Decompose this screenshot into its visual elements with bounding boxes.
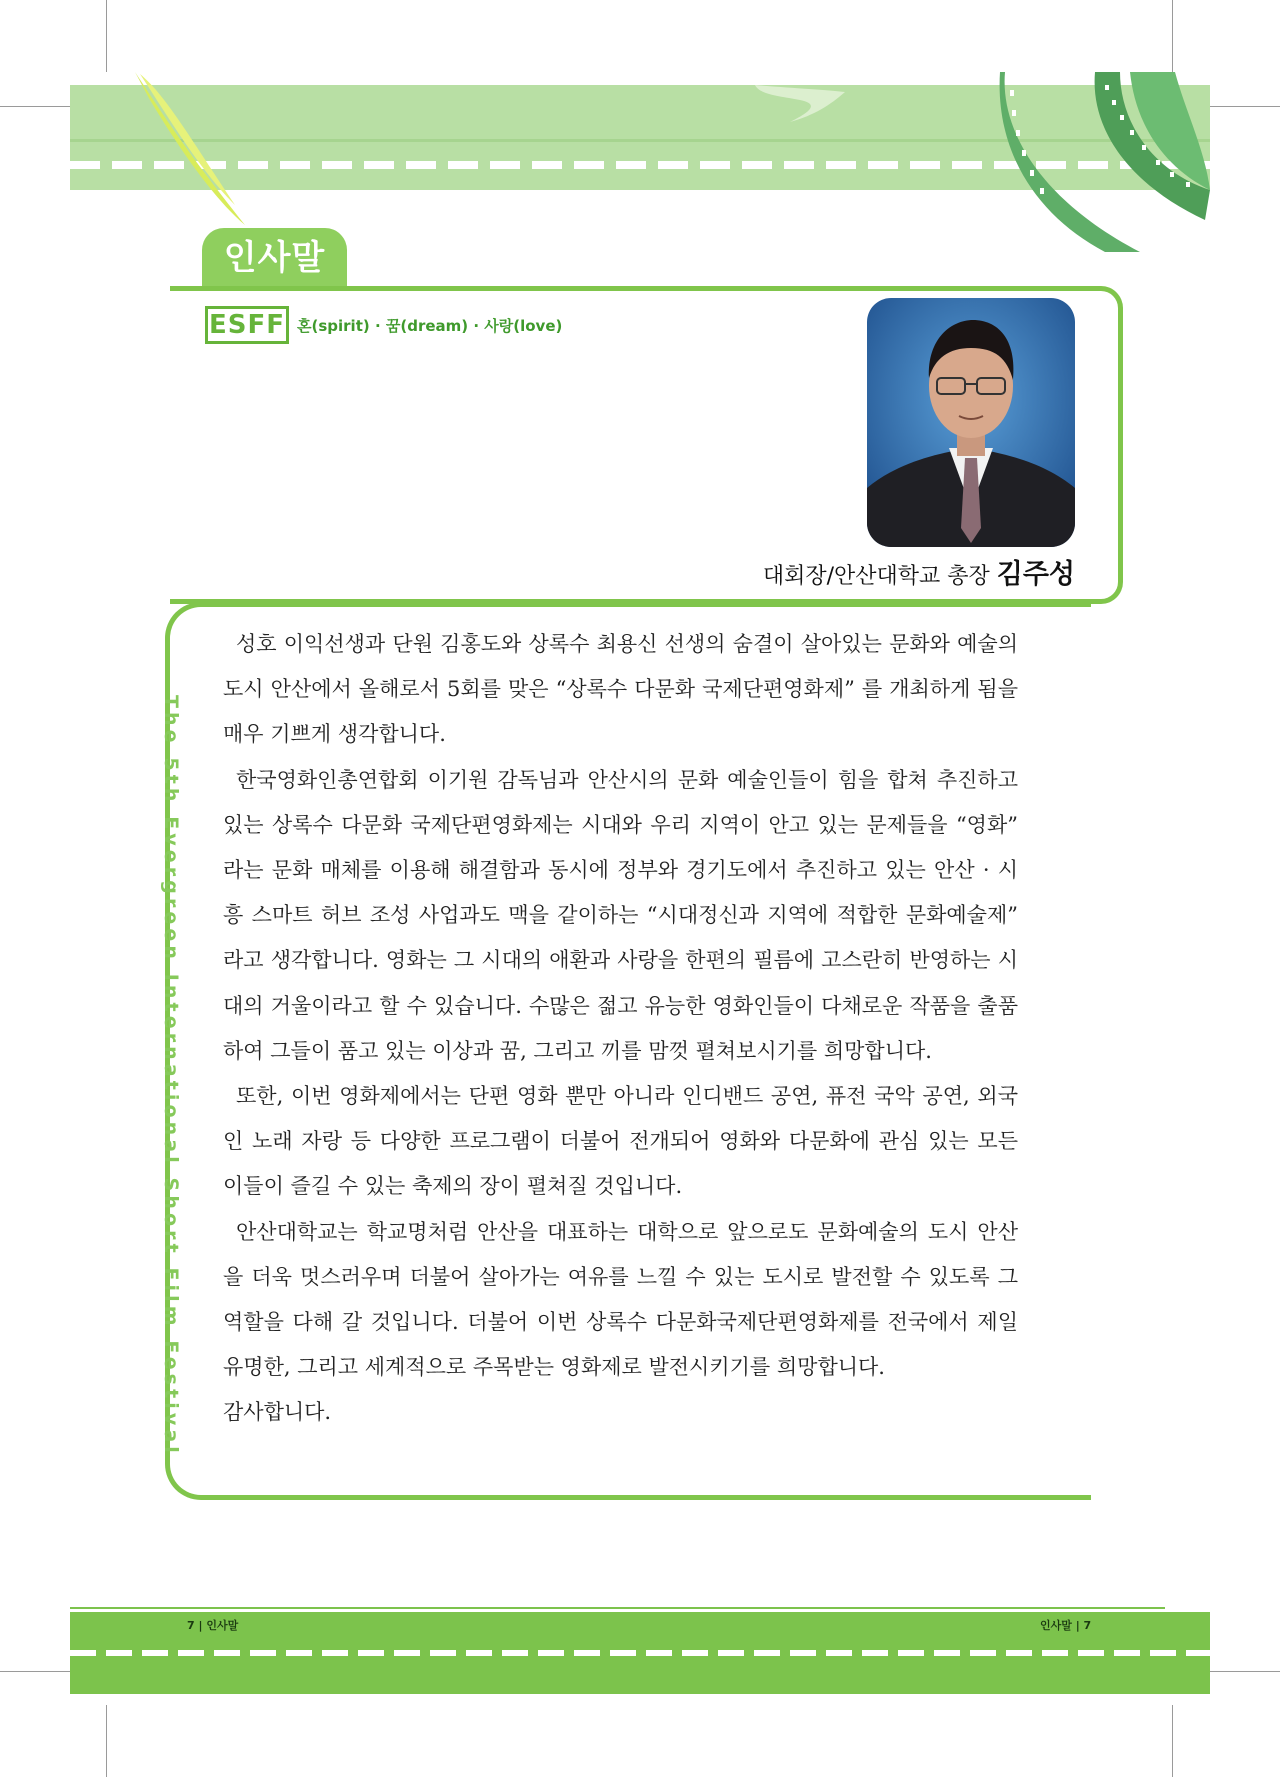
paragraph: 또한, 이번 영화제에서는 단편 영화 뿐만 아니라 인디밴드 공연, 퓨전 국악 공연, 외국인 노래 자랑 등 다양한 프로그램이 더불어 전개되어 영화와 다문화에 관심 있는 모든 이들이 즐길 수 있는 축제의 장이 펼쳐질 것입니다.: [223, 1084, 1018, 1199]
bottom-banner: [70, 1612, 1210, 1694]
greeting-body: [223, 622, 1018, 1436]
light-ribbon: [755, 85, 845, 122]
esff-logo: [205, 306, 289, 344]
side-festival-text: The 5th Evergreen International Short Film Festival: [160, 695, 182, 1457]
festival-motto: 혼(spirit) · 꿈(dream) · 사랑(love): [297, 316, 563, 335]
crop-mark: [1208, 1671, 1280, 1672]
speaker-caption: [763, 552, 1075, 591]
banner-decoration: [0, 0, 1280, 260]
footer-page-left: 7 | 인사말: [187, 1619, 239, 1632]
paragraph: 안산대학교는 학교명처럼 안산을 대표하는 대학으로 앞으로도 문화예술의 도시 안산을 더욱 멋스러우며 더불어 살아가는 여유를 느낄 수 있는 도시로 발전할 수 있도록 그 역할을 다해 갈 것입니다. 더불어 이번 상록수 다문화국제단편영화제를 전국에서 제일 유명한, 그리고 세계적으로 주목받는 영화제로 발전시키기를 희망합니다.: [223, 1219, 1018, 1380]
portrait-photo: [867, 298, 1075, 547]
speaker-name: 김주성: [996, 559, 1075, 590]
bottom-dashes: [70, 1650, 1210, 1656]
bottom-rule: [70, 1607, 1165, 1609]
yellow-swoosh: [140, 74, 235, 205]
crop-mark: [1172, 1705, 1173, 1777]
paragraph: 성호 이익선생과 단원 김홍도와 상록수 최용신 선생의 숨결이 살아있는 문화와 예술의 도시 안산에서 올해로서 5회를 맞은 “상록수 다문화 국제단편영화제” 를 개최하게 됨을 매우 기쁘게 생각합니다.: [223, 632, 1018, 747]
section-title-tab: 인사말: [202, 228, 347, 288]
paragraph: 한국영화인총연합회 이기원 감독님과 안산시의 문화 예술인들이 힘을 합쳐 추진하고 있는 상록수 다문화 국제단편영화제는 시대와 우리 지역이 안고 있는 문제들을 “영화” 라는 문화 매체를 이용해 해결함과 동시에 정부와 경기도에서 추진하고 있는 안산 · 시흥 스마트 허브 조성 사업과도 맥을 같이하는 “시대정신과 지역에 적합한 문화예술제” 라고 생각합니다. 영화는 그 시대의 애환과 사랑을 한편의 필름에 고스란히 반영하는 시대의 거울이라고 할 수 있습니다. 수많은 젊고 유능한 영화인들이 다채로운 작품을 출품하여 그들이 품고 있는 이상과 꿈, 그리고 끼를 맘껏 펼쳐보시기를 희망합니다.: [223, 767, 1018, 1063]
closing-line: 감사합니다.: [223, 1400, 332, 1425]
crop-mark: [106, 1705, 107, 1777]
crop-mark: [0, 1671, 72, 1672]
side-festival-name: [160, 695, 182, 1457]
speaker-position: 대회장/안산대학교 총장: [762, 564, 990, 589]
festival-logo: [205, 306, 562, 344]
footer-page-right: 인사말 | 7: [1040, 1619, 1092, 1632]
esff-letters: ESFF: [208, 310, 285, 340]
